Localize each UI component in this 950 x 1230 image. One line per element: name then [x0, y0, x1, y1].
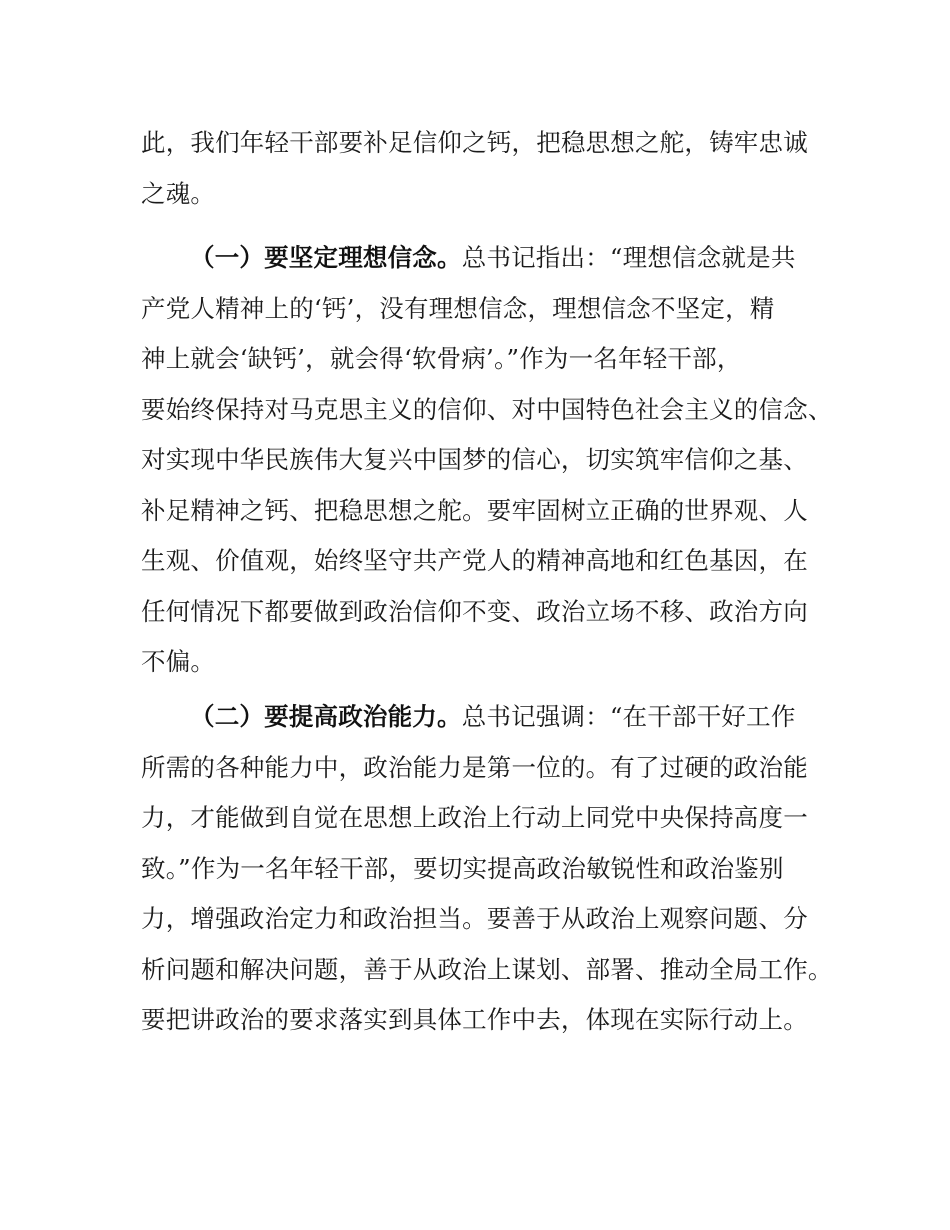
- text-line: 此，我们年轻干部要补足信仰之钙，把稳思想之舵，铸牢忠诚: [141, 128, 808, 157]
- text-line: 力，才能做到自觉在思想上政治上行动上同党中央保持高度一: [141, 803, 808, 832]
- section-1-first-line: [141, 233, 831, 284]
- section-2-first-line: [141, 692, 831, 743]
- text-line: 补足精神之钙、把稳思想之舵。要牢固树立正确的世界观、人: [141, 495, 808, 525]
- section-2-paragraph: [141, 692, 831, 1046]
- text-line: 神上就会‘缺钙’，就会得‘软骨病’。”作为一名年轻干部，: [141, 344, 742, 373]
- section-1-heading: （一）要坚定理想信念。: [190, 243, 462, 272]
- text-line: 生观、价值观，始终坚守共产党人的精神高地和红色基因，在: [141, 546, 808, 575]
- text-line: 要把讲政治的要求落实到具体工作中去，体现在实际行动上。: [141, 1005, 808, 1034]
- text-line: 要始终保持对马克思主义的信仰、对中国特色社会主义的信念、: [141, 394, 833, 424]
- intro-paragraph: [141, 118, 831, 219]
- text-line: 之魂。: [141, 178, 216, 208]
- text-line: 对实现中华民族伟大复兴中国梦的信心，切实筑牢信仰之基、: [141, 445, 808, 474]
- section-2-heading: （二）要提高政治能力。: [190, 702, 462, 731]
- text-line: 产党人精神上的‘钙’，没有理想信念，理想信念不坚定，精: [141, 293, 775, 323]
- section-2-first-line-text: 总书记强调：“在干部干好工作: [461, 702, 796, 731]
- text-line: 析问题和解决问题，善于从政治上谋划、部署、推动全局工作。: [141, 954, 833, 984]
- text-line: 不偏。: [141, 647, 216, 676]
- text-line: 致。”作为一名年轻干部，要切实提高政治敏锐性和政治鉴别: [141, 853, 784, 883]
- section-1-paragraph: [141, 233, 831, 688]
- text-line: 所需的各种能力中，政治能力是第一位的。有了过硬的政治能: [141, 752, 808, 782]
- text-line: 任何情况下都要做到政治信仰不变、政治立场不移、政治方向: [141, 596, 808, 626]
- text-line: 力，增强政治定力和政治担当。要善于从政治上观察问题、分: [141, 904, 808, 933]
- section-1-first-line-text: 总书记指出：“理想信念就是共: [461, 243, 796, 272]
